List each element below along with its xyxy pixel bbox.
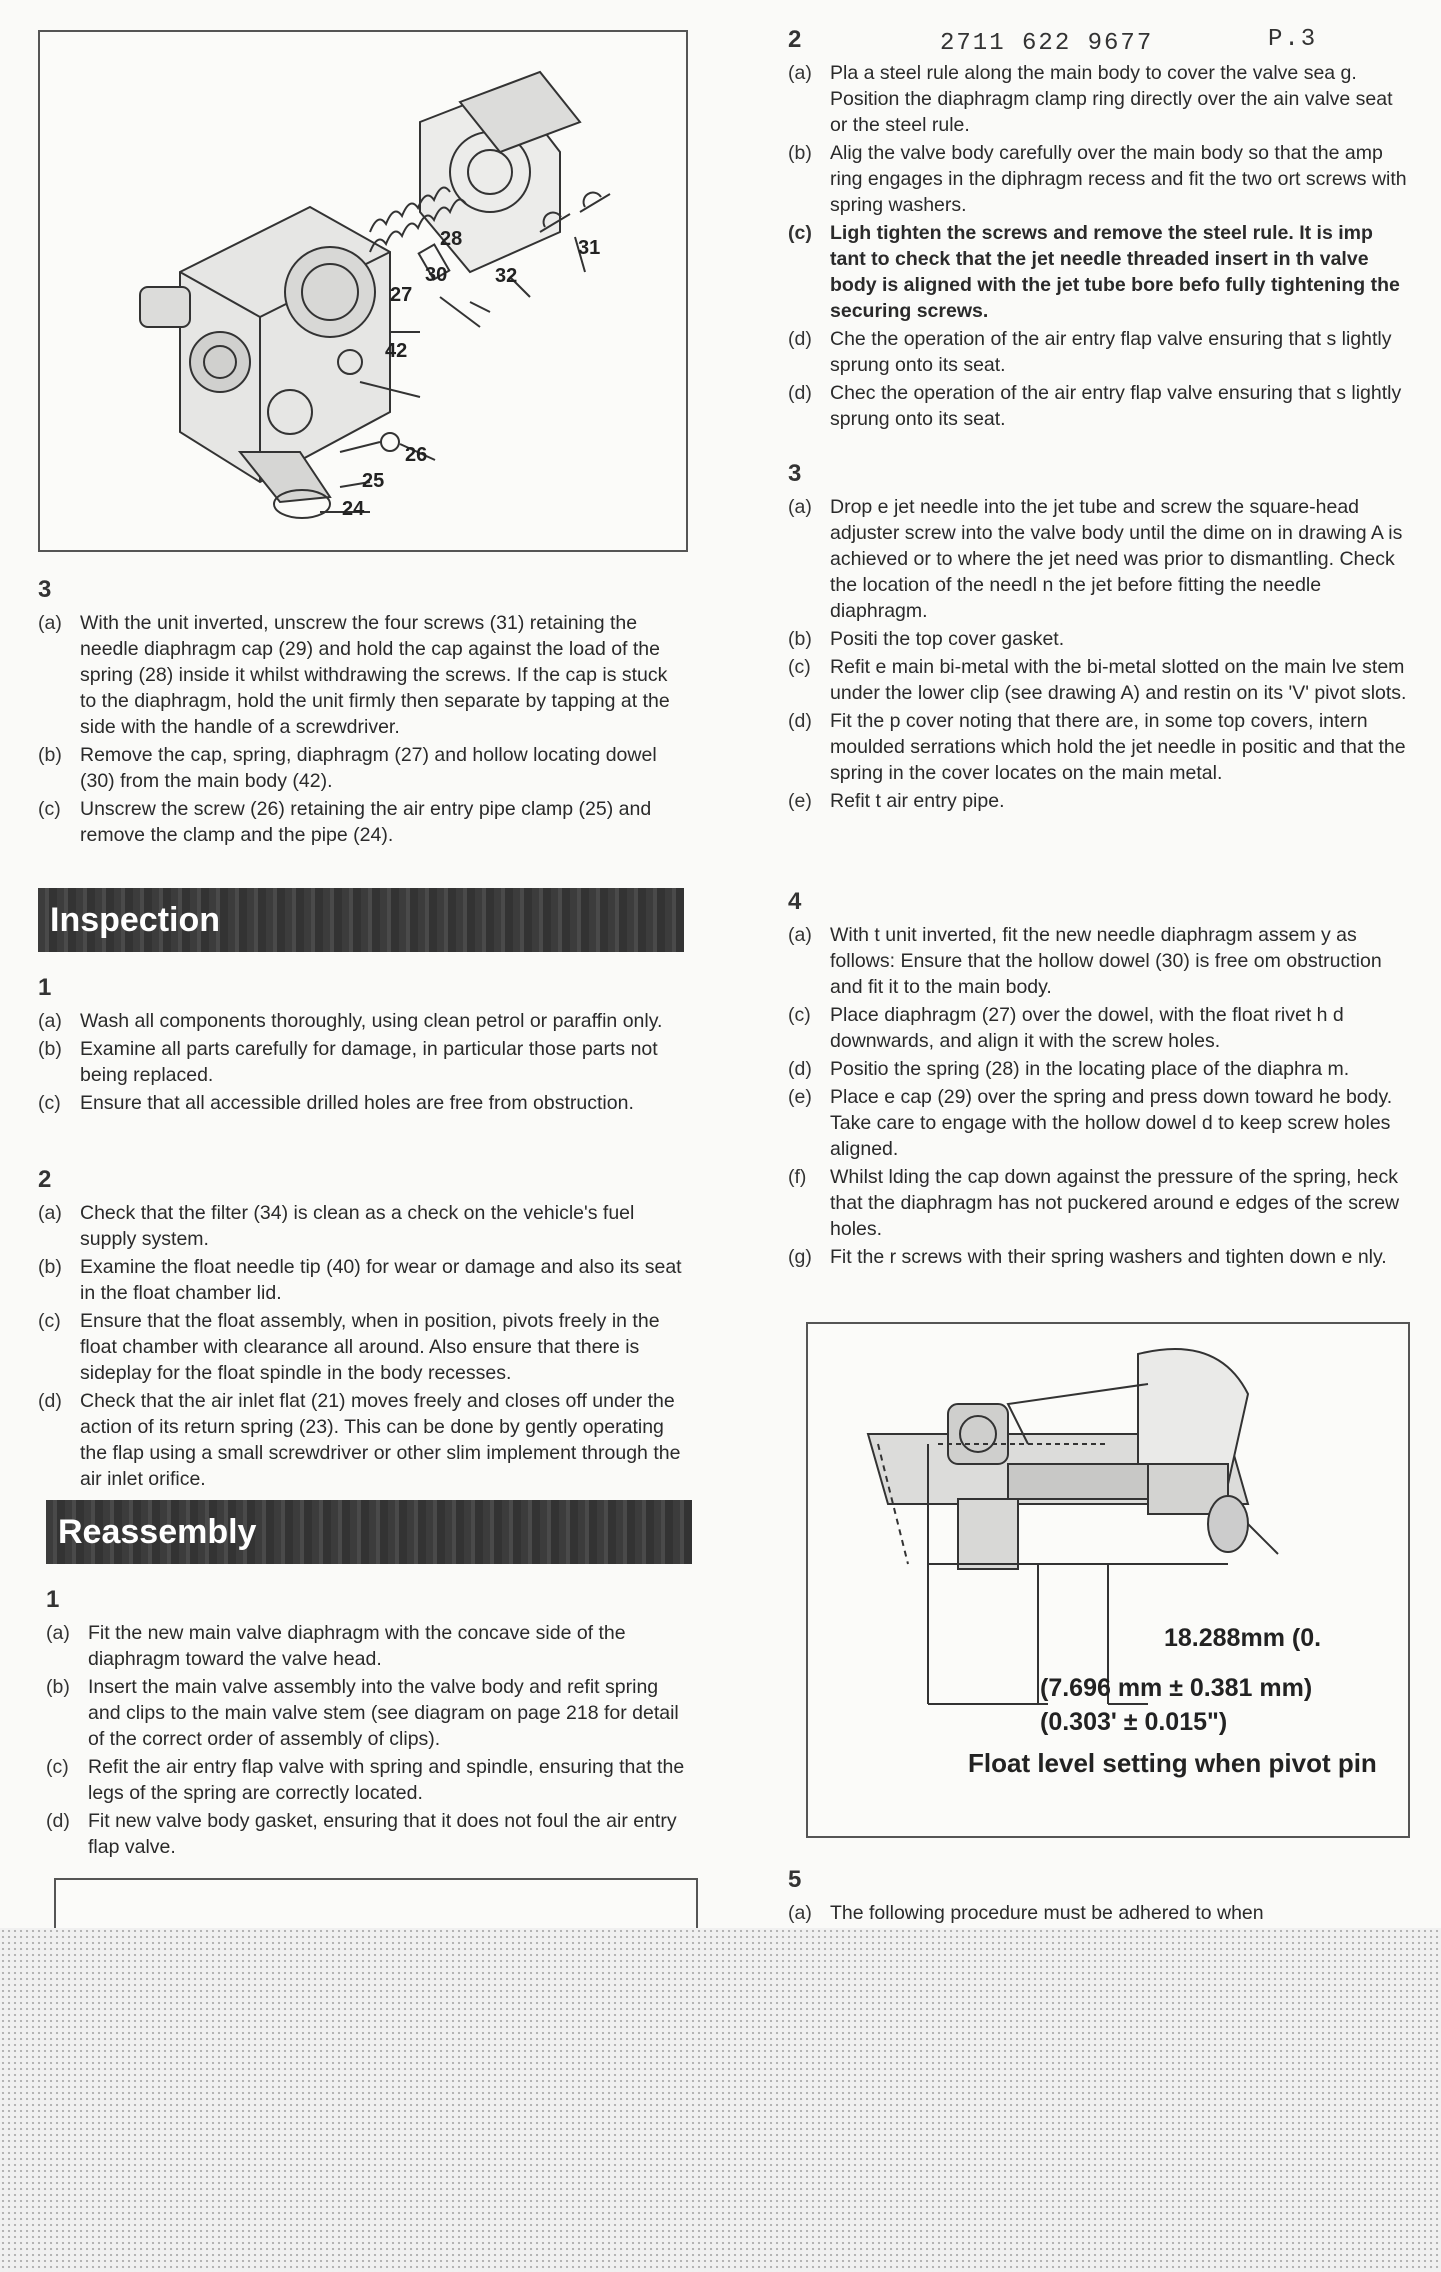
item-label: (b) <box>46 1676 70 1698</box>
item-label: (d) <box>788 710 812 732</box>
dimension-1: 18.288mm (0. <box>1164 1624 1322 1652</box>
item-label: (d) <box>788 1058 812 1080</box>
list-item <box>788 788 1408 814</box>
item-label: (e) <box>788 790 812 812</box>
list-item <box>788 220 1408 324</box>
list-item <box>788 140 1408 218</box>
item-label: (c) <box>788 656 811 678</box>
item-text: Positi the top cover gasket. <box>830 628 1065 650</box>
right-step-4 <box>788 888 1408 1272</box>
item-text: Examine all parts carefully for damage, in particular those parts not being replaced. <box>80 1038 658 1086</box>
list-item <box>788 626 1408 652</box>
item-text: Fit the r screws with their spring washers and tighten down e nly. <box>830 1246 1387 1268</box>
item-text: Place e cap (29) over the spring and press down toward he body. Take care to engage with the hollow dowel d to keep screw holes aligned. <box>830 1086 1393 1160</box>
step-number: 2 <box>38 1166 52 1193</box>
right-step-3 <box>788 460 1408 816</box>
callout-27: 27 <box>390 284 413 306</box>
list-item <box>788 60 1408 138</box>
list-item <box>38 610 688 740</box>
list-item <box>46 1674 696 1752</box>
float-level-figure <box>806 1322 1410 1838</box>
item-text: Check that the filter (34) is clean as a check on the vehicle's fuel supply system. <box>80 1202 635 1250</box>
right-step-2 <box>788 26 1408 434</box>
item-label: (e) <box>788 1086 812 1108</box>
item-label: (c) <box>788 222 812 244</box>
item-label: (d) <box>788 382 812 404</box>
item-text: Check that the air inlet flat (21) moves freely and closes off under the action of its return spring (23). This can be done by gently operating the flap using a small screwdriver or other slim implement through the air inlet orifice. <box>80 1390 681 1490</box>
item-label: (d) <box>46 1810 70 1832</box>
callout-30: 30 <box>425 264 448 286</box>
reassembly-step-1 <box>46 1586 696 1862</box>
item-text: Whilst lding the cap down against the pressure of the spring, heck that the diaphragm has not puckered around e edges of the screw holes. <box>830 1166 1400 1240</box>
item-label: (c) <box>38 1092 61 1114</box>
callout-25: 25 <box>362 470 385 492</box>
item-label: (b) <box>38 1256 62 1278</box>
item-label: (d) <box>38 1390 62 1412</box>
callout-26: 26 <box>405 444 428 466</box>
step-number: 5 <box>788 1866 802 1893</box>
item-text: Ensure that all accessible drilled holes are free from obstruction. <box>80 1092 634 1114</box>
item-text: The following procedure must be adhered to when <box>830 1902 1264 1924</box>
right-step-5 <box>788 1866 1408 1928</box>
list-item <box>38 742 688 794</box>
step-number: 1 <box>46 1586 60 1613</box>
item-text: With t unit inverted, fit the new needle diaphragm assem y as follows: Ensure that the hollow dowel (30) is free om obstruction and fit it to the main body. <box>830 924 1382 998</box>
list-item <box>38 1308 688 1386</box>
item-text: Insert the main valve assembly into the valve body and refit spring and clips to the main valve stem (see diagram on page 218 for detail of the correct order of assembly of clips). <box>88 1676 679 1750</box>
list-item <box>46 1620 696 1672</box>
list-item <box>788 494 1408 624</box>
item-text: Wash all components thoroughly, using clean petrol or paraffin only. <box>80 1010 663 1032</box>
item-text: Che the operation of the air entry flap valve ensuring that s lightly sprung onto its seat. <box>830 328 1392 376</box>
item-label: (d) <box>788 328 812 350</box>
step-number: 1 <box>38 974 52 1001</box>
item-label: (b) <box>38 744 62 766</box>
callout-24: 24 <box>342 498 365 520</box>
item-text: Fit new valve body gasket, ensuring that it does not foul the air entry flap valve. <box>88 1810 677 1858</box>
item-text: Chec the operation of the air entry flap valve ensuring that s lightly sprung onto its seat. <box>830 382 1402 430</box>
item-label: (a) <box>46 1622 70 1644</box>
item-label: (a) <box>788 62 812 84</box>
item-text: With the unit inverted, unscrew the four screws (31) retaining the needle diaphragm cap (29) and hold the cap against the load of the spring (28) inside it whilst withdrawing the screws. If the cap is stuck to the diaphragm, hold the unit firmly then separate by tapping at the side with the handle of a screwdriver. <box>80 612 670 738</box>
list-item <box>788 1900 1408 1926</box>
item-text: Remove the cap, spring, diaphragm (27) and hollow locating dowel (30) from the main body (42). <box>80 744 657 792</box>
list-item <box>788 1056 1408 1082</box>
inspection-step-2 <box>38 1166 688 1494</box>
callout-32: 32 <box>495 265 518 287</box>
list-item <box>38 1200 688 1252</box>
list-item <box>788 1244 1408 1270</box>
reassembly-heading: Reassembly <box>46 1500 692 1564</box>
list-item <box>788 708 1408 786</box>
item-label: (a) <box>788 1902 812 1924</box>
item-label: (b) <box>38 1038 62 1060</box>
page-number: P.3 <box>1268 26 1318 53</box>
item-label: (c) <box>38 798 61 820</box>
item-text: Pla a steel rule along the main body to cover the valve sea g. Position the diaphragm clamp ring directly over the ain valve seat or the steel rule. <box>830 62 1393 136</box>
callout-42: 42 <box>385 340 408 362</box>
list-item <box>38 1008 688 1034</box>
callout-28: 28 <box>440 228 463 250</box>
item-label: (g) <box>788 1246 812 1268</box>
item-text: Examine the float needle tip (40) for wear or damage and also its seat in the float chamber lid. <box>80 1256 682 1304</box>
list-item <box>46 1808 696 1860</box>
item-label: (b) <box>788 142 812 164</box>
item-text: Ensure that the float assembly, when in position, pivots freely in the float chamber with clearance all around. Also ensure that there is sideplay for the float spindle in the body recesses. <box>80 1310 660 1384</box>
list-item <box>788 1084 1408 1162</box>
item-text: Ligh tighten the screws and remove the steel rule. It is imp tant to check that the jet needle threaded insert in th valve body is aligned with the jet tube bore befo fully tightening the securing screws. <box>830 222 1400 322</box>
step-number: 4 <box>788 888 802 915</box>
dimension-3: (0.303' ± 0.015") <box>1040 1708 1228 1736</box>
item-text: Fit the new main valve diaphragm with the concave side of the diaphragm toward the valve head. <box>88 1622 626 1670</box>
step-number: 3 <box>788 460 802 487</box>
list-item <box>38 1388 688 1492</box>
list-item <box>46 1754 696 1806</box>
item-label: (c) <box>46 1756 69 1778</box>
list-item <box>788 922 1408 1000</box>
item-text: Fit the p cover noting that there are, in some top covers, intern moulded serrations which hold the jet needle in positic and that the spring in the cover locates on the main metal. <box>830 710 1406 784</box>
step-number: 2 <box>788 26 802 53</box>
item-text: Refit t air entry pipe. <box>830 790 1005 812</box>
item-text: Drop e jet needle into the jet tube and screw the square-head adjuster screw into the valve body until the dime on in drawing A is achieved or to where the jet need was prior to dismantling. Check the location of the needl n the jet before fitting the needle diaphragm. <box>830 496 1403 622</box>
list-item <box>38 1036 688 1088</box>
item-text: Refit e main bi-metal with the bi-metal slotted on the main lve stem under the lower clip (see drawing A) and restin on its 'V' pivot slots. <box>830 656 1407 704</box>
item-label: (a) <box>788 924 812 946</box>
list-item <box>788 654 1408 706</box>
exploded-view-figure <box>38 30 688 552</box>
item-label: (f) <box>788 1166 807 1188</box>
item-label: (a) <box>38 1010 62 1032</box>
item-label: (b) <box>788 628 812 650</box>
item-label: (c) <box>788 1004 811 1026</box>
fax-dither-area <box>0 1928 1441 2272</box>
list-item <box>38 796 688 848</box>
item-text: Place diaphragm (27) over the dowel, with the float rivet h d downwards, and align it with the screw holes. <box>830 1004 1344 1052</box>
list-item <box>788 380 1408 432</box>
item-text: Positio the spring (28) in the locating place of the diaphra m. <box>830 1058 1350 1080</box>
item-text: Unscrew the screw (26) retaining the air entry pipe clamp (25) and remove the clamp and the pipe (24). <box>80 798 652 846</box>
inspection-heading: Inspection <box>38 888 684 952</box>
inspection-step-1 <box>38 974 688 1118</box>
fax-number: 2711 622 9677 <box>940 30 1154 57</box>
callout-31: 31 <box>578 237 601 259</box>
item-label: (a) <box>788 496 812 518</box>
dimension-2: (7.696 mm ± 0.381 mm) <box>1040 1674 1313 1702</box>
item-text: Alig the valve body carefully over the main body so that the amp ring engages in the diphragm recess and fit the two ort screws with spring washers. <box>830 142 1407 216</box>
list-item <box>38 1090 688 1116</box>
item-label: (c) <box>38 1310 61 1332</box>
item-label: (a) <box>38 612 62 634</box>
left-step-3 <box>38 576 688 850</box>
step-number: 3 <box>38 576 52 603</box>
item-text: Refit the air entry flap valve with spring and spindle, ensuring that the legs of the spring are correctly located. <box>88 1756 685 1804</box>
list-item <box>788 1164 1408 1242</box>
item-label: (a) <box>38 1202 62 1224</box>
list-item <box>38 1254 688 1306</box>
figure-caption: Float level setting when pivot pin <box>968 1748 1377 1778</box>
list-item <box>788 326 1408 378</box>
list-item <box>788 1002 1408 1054</box>
